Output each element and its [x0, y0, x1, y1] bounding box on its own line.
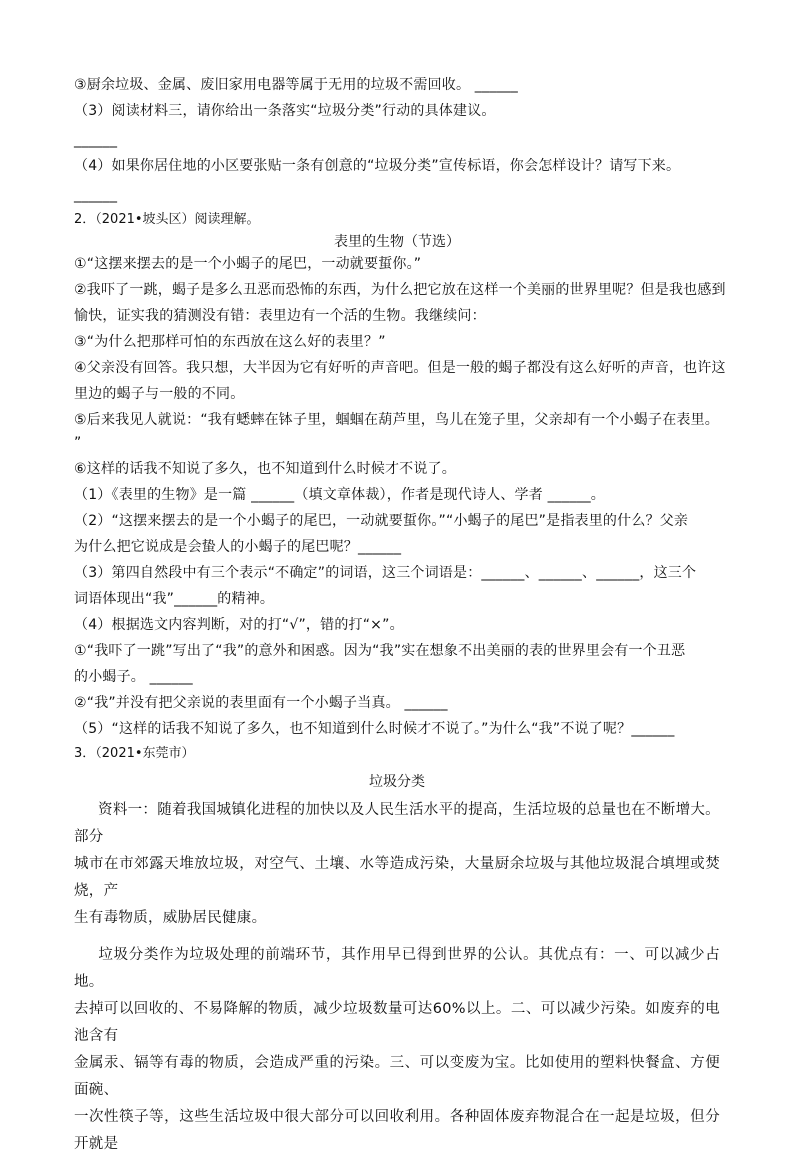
passage-line: 垃圾分类作为垃圾处理的前端环节，其作用早已得到世界的公认。其优点有：一、可以减少占地。 [74, 947, 720, 990]
passage-line: 愉快，证实我的猜测没有错：表里边有一个活的生物。我继续问： [74, 308, 486, 324]
top-question-4-blank: ______ [74, 187, 118, 203]
question-line: （2）“这摆来摆去的是一个小蝎子的尾巴，一动就要蜇你。”“小蝎子的尾巴”是指表里的什么？父亲 [74, 513, 689, 529]
question-line: （1）《表里的生物》是一篇 ______（填文章体裁），作者是现代诗人、学者 ______。 [74, 487, 606, 503]
problem-3-passage [74, 797, 720, 1158]
passage-line: 资料一：随着我国城镇化进程的加快以及人民生活水平的提高，生活垃圾的总量也在不断增大。部分 [74, 802, 720, 845]
problem-2-title: 表里的生物（节选） [334, 234, 460, 250]
passage-line: 去掉可以回收的、不易降解的物质，减少垃圾数量可达60%以上。二、可以减少污染。如废弃的电池含有 [74, 1001, 720, 1044]
question-line: 的小蝎子。 ______ [74, 669, 193, 685]
passage-line: 生有毒物质，威胁居民健康。 [74, 910, 267, 926]
problem-2-heading: 2．（2021•坡头区）阅读理解。 [74, 212, 260, 227]
passage-line: ④父亲没有回答。我只想，大半因为它有好听的声音吧。但是一般的蝎子都没有这么好听的声音，也许这 [74, 360, 726, 376]
problem-2-questions [74, 484, 720, 741]
question-line: 为什么把它说成是会蛰人的小蝎子的尾巴呢？______ [74, 539, 402, 555]
problem-2-passage [74, 253, 726, 481]
passage-line: ②我吓了一跳，蝎子是多么丑恶而恐怖的东西，为什么把它放在这样一个美丽的世界里呢？但是我也感到 [74, 282, 726, 298]
question-line: ②“我”并没有把父亲说的表里面有一个小蝎子当真。 ______ [74, 695, 448, 711]
question-line: （4）根据选文内容判断，对的打“√”，错的打“×”。 [74, 617, 404, 633]
passage-line: ” [74, 435, 82, 451]
question-line: 词语体现出“我”______的精神。 [74, 591, 275, 607]
problem-3-title: 垃圾分类 [369, 774, 425, 790]
passage-line: ⑥这样的话我不知说了多久，也不知道到什么时候才不说了。 [74, 461, 456, 477]
passage-line: 一次性筷子等，这些生活垃圾中很大部分可以回收利用。各种固体废弃物混合在一起是垃圾，但分开就是 [74, 1109, 720, 1152]
passage-line: ⑤后来我见人就说：“我有蟋蟀在钵子里，蝈蝈在葫芦里，鸟儿在笼子里，父亲却有一个小蝎子在表里。 [74, 412, 720, 428]
top-question-4: （4）如果你居住地的小区要张贴一条有创意的“垃圾分类”宣传标语，你会怎样设计？请写下来。 [74, 158, 681, 174]
question-line: （3）第四自然段中有三个表示“不确定”的词语，这三个词语是：______、______、______，这三个 [74, 565, 697, 581]
top-question-3: （3）阅读材料三，请你给出一条落实“垃圾分类”行动的具体建议。 [74, 103, 496, 119]
question-line: ①“我吓了一跳”写出了“我”的意外和困惑。因为“我”实在想象不出美丽的表的世界里会有一个丑恶 [74, 643, 686, 659]
passage-line: 金属汞、镉等有毒的物质，会造成严重的污染。三、可以变废为宝。比如使用的塑料快餐盒、方便面碗、 [74, 1055, 720, 1098]
top-item-3: ③厨余垃圾、金属、废旧家用电器等属于无用的垃圾不需回收。 ______ [74, 77, 518, 93]
passage-line: ③“为什么把那样可怕的东西放在这么好的表里？” [74, 334, 386, 350]
top-question-3-blank: ______ [74, 132, 118, 148]
passage-line: ①“这摆来摆去的是一个小蝎子的尾巴，一动就要蜇你。” [74, 256, 422, 272]
passage-line: 城市在市郊露天堆放垃圾，对空气、土壤、水等造成污染，大量厨余垃圾与其他垃圾混合填埋或焚烧，产 [74, 856, 720, 899]
question-line: （5）“这样的话我不知说了多久，也不知道到什么时候才不说了。”为什么“我”不说了呢？______ [74, 721, 675, 737]
passage-line: 里边的蝎子与一般的不同。 [74, 386, 245, 402]
problem-3-heading: 3．（2021•东莞市） [74, 746, 195, 761]
